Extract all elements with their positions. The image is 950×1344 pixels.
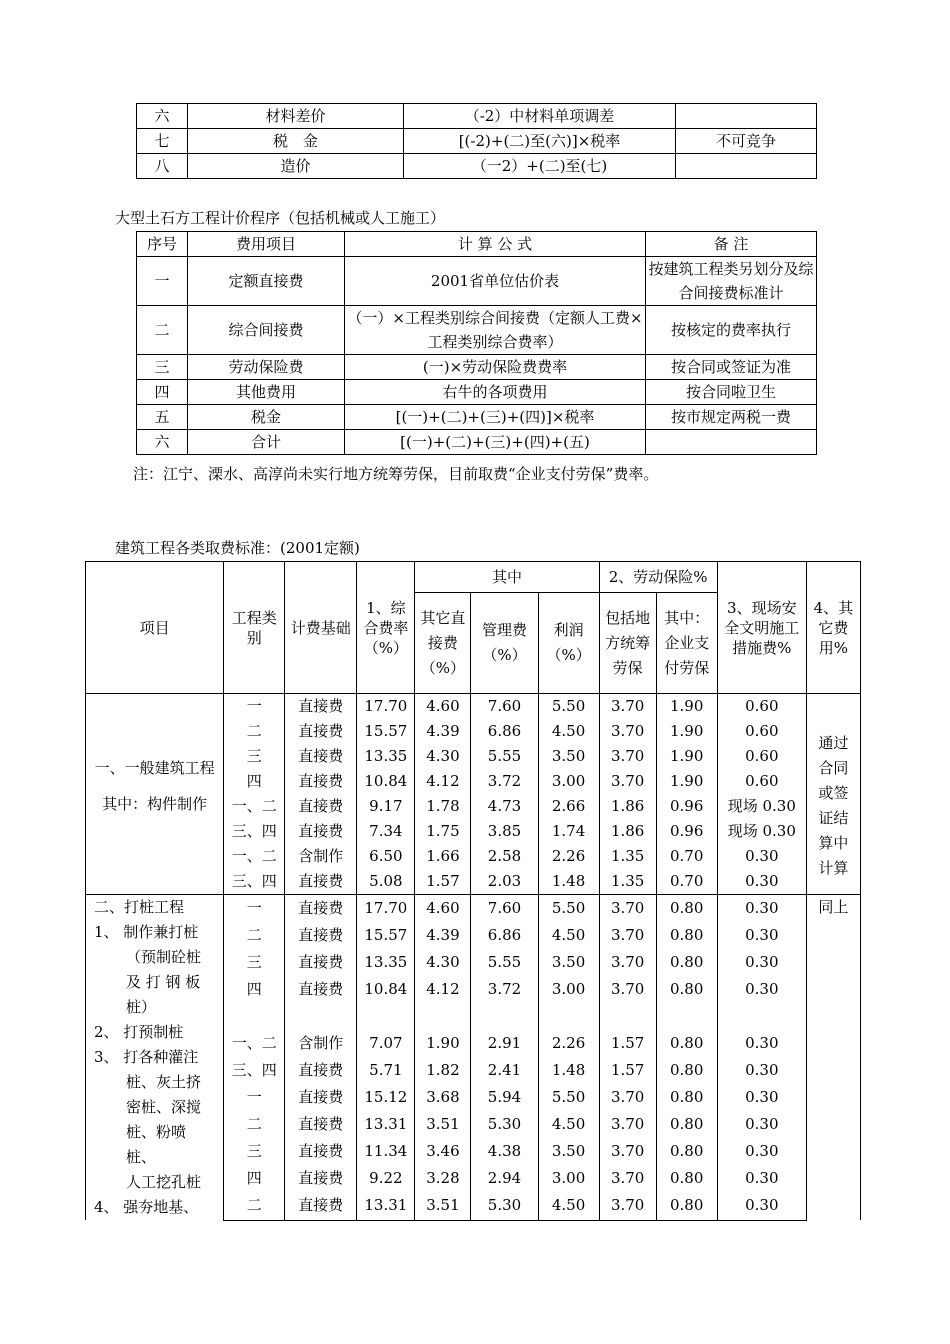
row-note: 按市规定两税一费 <box>646 405 817 430</box>
row-item: 造价 <box>188 154 404 179</box>
header-project: 项目 <box>86 562 224 694</box>
row-item: 定额直接费 <box>188 257 345 306</box>
row-profit: 3.00 <box>538 976 599 1003</box>
row-other-fee-note <box>806 694 860 895</box>
table2-body <box>137 232 817 455</box>
row-base: 直接费 <box>285 922 357 949</box>
row-enterprise-insurance: 0.80 <box>656 1138 717 1165</box>
row-item: 综合间接费 <box>188 306 345 355</box>
table-row <box>137 104 817 129</box>
row-profit: 5.50 <box>538 895 599 923</box>
row-rate: 10.84 <box>357 976 415 1003</box>
row-base: 直接费 <box>285 1084 357 1111</box>
row-management: 2.41 <box>471 1057 538 1084</box>
project-line: 2、 打预制桩 <box>94 1023 184 1041</box>
row-rate: 13.31 <box>357 1192 415 1220</box>
row-base: 直接费 <box>285 769 357 794</box>
row-base: 直接费 <box>285 1192 357 1220</box>
row-no: 六 <box>137 430 188 455</box>
row-enterprise-insurance: 0.80 <box>656 1030 717 1057</box>
header-profit: 利润（%） <box>538 593 599 694</box>
row-category: 一 <box>224 694 285 720</box>
row-rate: 15.57 <box>357 719 415 744</box>
row-no: 八 <box>137 154 188 179</box>
row-other-direct: 3.68 <box>415 1084 471 1111</box>
row-project <box>86 895 224 1221</box>
row-safety: 0.30 <box>717 1030 806 1057</box>
header-management: 管理费（%） <box>471 593 538 694</box>
row-management: 6.86 <box>471 719 538 744</box>
row-base: 直接费 <box>285 895 357 923</box>
row-enterprise-insurance: 0.80 <box>656 1192 717 1220</box>
row-management: 5.30 <box>471 1192 538 1220</box>
row-enterprise-insurance: 1.90 <box>656 719 717 744</box>
row-note <box>676 154 817 179</box>
other-fee-note-text: 通过合同或签证结算中计算 <box>818 734 849 877</box>
row-no: 七 <box>137 129 188 154</box>
row-category: 三 <box>224 949 285 976</box>
row-safety: 0.60 <box>717 769 806 794</box>
row-management: 7.60 <box>471 895 538 923</box>
row-rate: 9.22 <box>357 1165 415 1192</box>
header-category: 工程类别 <box>224 562 285 694</box>
row-category: 二 <box>224 1192 285 1220</box>
row-local-insurance: 1.35 <box>599 844 656 869</box>
row-formula: 右牛的各项费用 <box>345 380 646 405</box>
row-local-insurance: 1.35 <box>599 869 656 895</box>
row-formula: [(-2)+(二)至(六)]×税率 <box>404 129 676 154</box>
row-no: 四 <box>137 380 188 405</box>
row-other-direct: 4.12 <box>415 769 471 794</box>
earthwork-caption: 大型土石方工程计价程序（包括机械或人工施工） <box>115 209 446 227</box>
row-local-insurance: 3.70 <box>599 1138 656 1165</box>
row-enterprise-insurance: 0.80 <box>656 922 717 949</box>
row-profit: 1.74 <box>538 819 599 844</box>
row-safety: 0.30 <box>717 1111 806 1138</box>
row-safety: 0.30 <box>717 844 806 869</box>
row-profit: 4.50 <box>538 1111 599 1138</box>
row-management: 6.86 <box>471 922 538 949</box>
row-local-insurance: 3.70 <box>599 744 656 769</box>
row-note <box>676 104 817 129</box>
row-safety: 0.30 <box>717 1084 806 1111</box>
row-base: 直接费 <box>285 819 357 844</box>
fee-standard-caption: 建筑工程各类取费标准：(2001定额) <box>115 539 360 557</box>
row-category: 一、二 <box>224 844 285 869</box>
row-base: 直接费 <box>285 949 357 976</box>
row-base: 直接费 <box>285 719 357 744</box>
row-base: 直接费 <box>285 744 357 769</box>
row-project <box>86 694 224 895</box>
row-base: 含制作 <box>285 1030 357 1057</box>
row-safety: 0.30 <box>717 1192 806 1220</box>
row-rate: 13.35 <box>357 744 415 769</box>
row-category <box>224 1003 285 1030</box>
row-other-direct: 4.39 <box>415 719 471 744</box>
row-local-insurance: 3.70 <box>599 1165 656 1192</box>
row-note: 按核定的费率执行 <box>646 306 817 355</box>
header-safety: 3、现场安全文明施工措施费% <box>717 562 806 694</box>
row-management: 5.30 <box>471 1111 538 1138</box>
row-other-direct: 3.28 <box>415 1165 471 1192</box>
row-rate: 5.71 <box>357 1057 415 1084</box>
row-rate: 7.07 <box>357 1030 415 1057</box>
row-category: 二 <box>224 719 285 744</box>
row-enterprise-insurance: 0.96 <box>656 819 717 844</box>
row-profit: 3.50 <box>538 744 599 769</box>
row-safety <box>717 1003 806 1030</box>
row-item: 合计 <box>188 430 345 455</box>
row-enterprise-insurance <box>656 1003 717 1030</box>
table1-body <box>137 104 817 179</box>
row-other-direct: 1.57 <box>415 869 471 895</box>
cost-procedure-table-continued <box>136 103 817 179</box>
row-base: 直接费 <box>285 869 357 895</box>
row-base: 直接费 <box>285 1057 357 1084</box>
row-management: 3.72 <box>471 976 538 1003</box>
row-safety: 0.60 <box>717 694 806 720</box>
row-local-insurance: 3.70 <box>599 1111 656 1138</box>
row-other-direct: 4.60 <box>415 895 471 923</box>
row-rate <box>357 1003 415 1030</box>
table-row <box>137 257 817 306</box>
header-base: 计费基础 <box>285 562 357 694</box>
row-profit: 3.50 <box>538 1138 599 1165</box>
row-category: 四 <box>224 769 285 794</box>
row-management: 5.55 <box>471 949 538 976</box>
header-no: 序号 <box>137 232 188 257</box>
row-local-insurance: 1.57 <box>599 1057 656 1084</box>
row-management: 4.73 <box>471 794 538 819</box>
project-line: 3、 打各种灌注 <box>94 1048 199 1066</box>
row-other-direct: 4.30 <box>415 949 471 976</box>
row-local-insurance: 3.70 <box>599 949 656 976</box>
row-base: 直接费 <box>285 794 357 819</box>
project-line: 密桩、深搅 <box>126 1098 202 1116</box>
row-item: 材料差价 <box>188 104 404 129</box>
row-local-insurance: 3.70 <box>599 769 656 794</box>
row-base: 含制作 <box>285 844 357 869</box>
row-enterprise-insurance: 0.80 <box>656 949 717 976</box>
row-other-direct: 3.51 <box>415 1111 471 1138</box>
row-other-direct: 1.75 <box>415 819 471 844</box>
row-enterprise-insurance: 0.96 <box>656 794 717 819</box>
row-note: 不可竞争 <box>676 129 817 154</box>
header-item: 费用项目 <box>188 232 345 257</box>
table3-body <box>86 562 861 1221</box>
row-safety: 0.30 <box>717 869 806 895</box>
row-category: 三、四 <box>224 1057 285 1084</box>
header-local-insurance: 包括地方统筹劳保 <box>599 593 656 694</box>
row-note: 按合同或签证为准 <box>646 355 817 380</box>
row-category: 一 <box>224 1084 285 1111</box>
row-safety: 现场 0.30 <box>717 819 806 844</box>
row-rate: 6.50 <box>357 844 415 869</box>
row-base: 直接费 <box>285 1111 357 1138</box>
header-insurance: 2、劳动保险% <box>599 562 717 593</box>
row-management: 3.72 <box>471 769 538 794</box>
table-row <box>137 405 817 430</box>
header-other-fee: 4、其它费用% <box>806 562 860 694</box>
row-other-direct: 4.12 <box>415 976 471 1003</box>
row-category: 一、二 <box>224 794 285 819</box>
row-other-direct: 1.78 <box>415 794 471 819</box>
row-profit: 3.00 <box>538 1165 599 1192</box>
row-category: 三 <box>224 744 285 769</box>
row-category: 四 <box>224 1165 285 1192</box>
row-safety: 0.60 <box>717 744 806 769</box>
row-rate: 17.70 <box>357 694 415 720</box>
row-no: 六 <box>137 104 188 129</box>
row-other-direct: 1.90 <box>415 1030 471 1057</box>
table-row <box>86 895 861 923</box>
row-local-insurance <box>599 1003 656 1030</box>
project-line: 二、打桩工程 <box>94 898 185 916</box>
row-management: 2.03 <box>471 869 538 895</box>
row-enterprise-insurance: 0.80 <box>656 1165 717 1192</box>
row-profit: 3.00 <box>538 769 599 794</box>
row-profit: 4.50 <box>538 922 599 949</box>
row-local-insurance: 3.70 <box>599 895 656 923</box>
row-safety: 0.30 <box>717 976 806 1003</box>
row-local-insurance: 1.57 <box>599 1030 656 1057</box>
row-safety: 0.60 <box>717 719 806 744</box>
row-formula: [(一)+(二)+(三)+(四)]×税率 <box>345 405 646 430</box>
row-rate: 13.31 <box>357 1111 415 1138</box>
row-rate: 10.84 <box>357 769 415 794</box>
row-local-insurance: 3.70 <box>599 976 656 1003</box>
row-base: 直接费 <box>285 976 357 1003</box>
row-rate: 15.12 <box>357 1084 415 1111</box>
row-management: 4.38 <box>471 1138 538 1165</box>
row-no: 三 <box>137 355 188 380</box>
table-row <box>86 694 861 720</box>
table-row <box>137 129 817 154</box>
row-category: 一、二 <box>224 1030 285 1057</box>
row-profit: 2.26 <box>538 844 599 869</box>
footnote: 注：江宁、溧水、高淳尚未实行地方统筹劳保，目前取费“企业支付劳保”费率。 <box>133 465 659 483</box>
row-management: 7.60 <box>471 694 538 720</box>
row-management: 2.94 <box>471 1165 538 1192</box>
row-note <box>646 430 817 455</box>
row-profit: 4.50 <box>538 719 599 744</box>
row-local-insurance: 3.70 <box>599 719 656 744</box>
row-rate: 7.34 <box>357 819 415 844</box>
row-note: 按建筑工程类另划分及综合间接费标准计 <box>646 257 817 306</box>
table-row <box>137 154 817 179</box>
header-formula: 计 算 公 式 <box>345 232 646 257</box>
row-enterprise-insurance: 0.70 <box>656 869 717 895</box>
row-formula: 2001省单位估价表 <box>345 257 646 306</box>
row-management: 5.55 <box>471 744 538 769</box>
project-line: 4、 强夯地基、 <box>94 1198 199 1216</box>
row-safety: 0.30 <box>717 1138 806 1165</box>
fee-standard-table <box>85 561 861 1221</box>
project-line: 人工挖孔桩 <box>126 1173 202 1191</box>
row-rate: 17.70 <box>357 895 415 923</box>
row-enterprise-insurance: 1.90 <box>656 769 717 794</box>
row-other-direct: 3.51 <box>415 1192 471 1220</box>
row-management: 2.91 <box>471 1030 538 1057</box>
row-rate: 5.08 <box>357 869 415 895</box>
table-row <box>137 430 817 455</box>
row-base: 直接费 <box>285 1138 357 1165</box>
row-safety: 0.30 <box>717 1057 806 1084</box>
project-component-making: 其中：构件制作 <box>102 795 208 813</box>
row-formula: （一2）+(二)至(七) <box>404 154 676 179</box>
row-formula: （一）×工程类别综合间接费（定额人工费×工程类别综合费率） <box>345 306 646 355</box>
row-item: 劳动保险费 <box>188 355 345 380</box>
row-enterprise-insurance: 1.90 <box>656 744 717 769</box>
row-management: 3.85 <box>471 819 538 844</box>
row-rate: 13.35 <box>357 949 415 976</box>
project-line: （预制砼桩 <box>126 948 202 966</box>
row-other-direct: 4.60 <box>415 694 471 720</box>
row-safety: 0.30 <box>717 895 806 923</box>
row-other-direct: 3.46 <box>415 1138 471 1165</box>
row-profit: 2.66 <box>538 794 599 819</box>
row-enterprise-insurance: 1.90 <box>656 694 717 720</box>
row-category: 一 <box>224 895 285 923</box>
row-base: 直接费 <box>285 694 357 720</box>
row-local-insurance: 3.70 <box>599 1084 656 1111</box>
row-profit: 1.48 <box>538 1057 599 1084</box>
project-line: 桩、粉喷桩、 <box>126 1123 187 1166</box>
row-rate: 9.17 <box>357 794 415 819</box>
row-enterprise-insurance: 0.80 <box>656 895 717 923</box>
row-safety: 0.30 <box>717 1165 806 1192</box>
row-management: 5.94 <box>471 1084 538 1111</box>
row-profit: 5.50 <box>538 1084 599 1111</box>
row-local-insurance: 1.86 <box>599 794 656 819</box>
row-no: 五 <box>137 405 188 430</box>
header-among: 其中 <box>415 562 599 593</box>
row-no: 二 <box>137 306 188 355</box>
row-category: 三、四 <box>224 819 285 844</box>
row-category: 四 <box>224 976 285 1003</box>
row-enterprise-insurance: 0.80 <box>656 1084 717 1111</box>
row-safety: 0.30 <box>717 922 806 949</box>
row-formula: （-2）中材料单项调差 <box>404 104 676 129</box>
row-no: 一 <box>137 257 188 306</box>
row-other-direct: 4.39 <box>415 922 471 949</box>
row-enterprise-insurance: 0.70 <box>656 844 717 869</box>
row-safety: 0.30 <box>717 949 806 976</box>
row-profit: 1.48 <box>538 869 599 895</box>
row-local-insurance: 3.70 <box>599 694 656 720</box>
row-enterprise-insurance: 0.80 <box>656 1111 717 1138</box>
row-base <box>285 1003 357 1030</box>
row-management <box>471 1003 538 1030</box>
project-line: 及 打 钢 板 <box>126 973 201 991</box>
project-general-building: 一、一般建筑工程 <box>94 759 215 777</box>
row-category: 三 <box>224 1138 285 1165</box>
header-enterprise-insurance: 其中：企业支付劳保 <box>656 593 717 694</box>
earthwork-procedure-table <box>136 231 817 455</box>
row-safety: 现场 0.30 <box>717 794 806 819</box>
table-row <box>137 380 817 405</box>
row-item: 税 金 <box>188 129 404 154</box>
project-line: 桩、灰土挤 <box>126 1073 202 1091</box>
row-profit: 3.50 <box>538 949 599 976</box>
project-line: 桩） <box>126 998 157 1016</box>
header-other-direct: 其它直接费（%） <box>415 593 471 694</box>
row-enterprise-insurance: 0.80 <box>656 976 717 1003</box>
table-header-row <box>86 562 861 593</box>
table-row <box>137 355 817 380</box>
row-other-fee-note <box>806 895 860 1221</box>
row-management: 2.58 <box>471 844 538 869</box>
other-fee-note-text: 同上 <box>818 898 849 916</box>
header-note: 备 注 <box>646 232 817 257</box>
header-rate: 1、综合费率（%） <box>357 562 415 694</box>
row-base: 直接费 <box>285 1165 357 1192</box>
row-enterprise-insurance: 0.80 <box>656 1057 717 1084</box>
row-local-insurance: 3.70 <box>599 922 656 949</box>
row-other-direct: 4.30 <box>415 744 471 769</box>
row-profit: 2.26 <box>538 1030 599 1057</box>
row-item: 其他费用 <box>188 380 345 405</box>
row-profit <box>538 1003 599 1030</box>
row-other-direct: 1.82 <box>415 1057 471 1084</box>
row-other-direct <box>415 1003 471 1030</box>
row-other-direct: 1.66 <box>415 844 471 869</box>
row-rate: 15.57 <box>357 922 415 949</box>
row-formula: [(一)+(二)+(三)+(四)+(五) <box>345 430 646 455</box>
row-note: 按合同啦卫生 <box>646 380 817 405</box>
project-line: 1、 制作兼打桩 <box>94 923 199 941</box>
row-local-insurance: 3.70 <box>599 1192 656 1220</box>
table-header-row <box>137 232 817 257</box>
row-category: 三、四 <box>224 869 285 895</box>
row-item: 税金 <box>188 405 345 430</box>
row-category: 二 <box>224 1111 285 1138</box>
row-local-insurance: 1.86 <box>599 819 656 844</box>
row-rate: 11.34 <box>357 1138 415 1165</box>
row-profit: 4.50 <box>538 1192 599 1220</box>
row-category: 二 <box>224 922 285 949</box>
row-formula: (一)×劳动保险费费率 <box>345 355 646 380</box>
table-row <box>137 306 817 355</box>
row-profit: 5.50 <box>538 694 599 720</box>
